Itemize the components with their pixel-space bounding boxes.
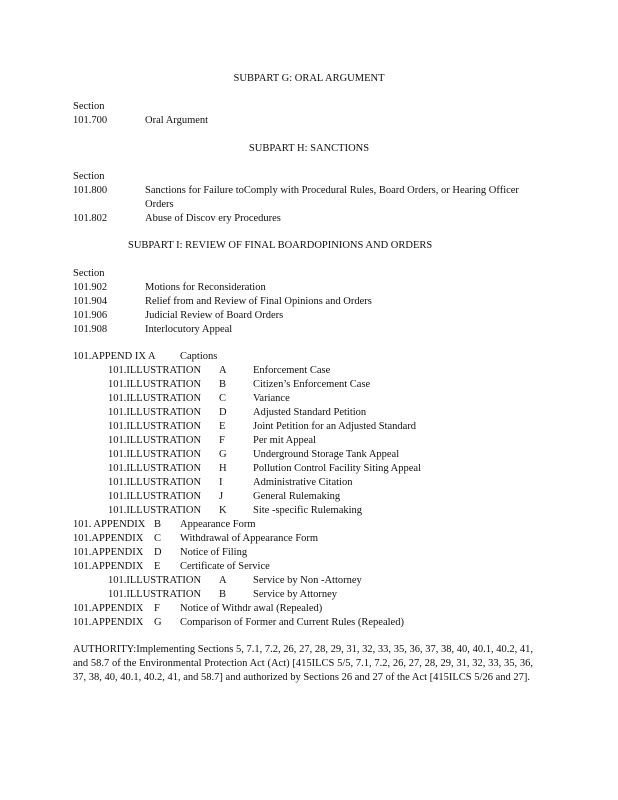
illustration-label: 101.ILLUSTRATION [108,365,202,376]
illustration-title: Service by Attorney [253,589,337,600]
illustration-letter: G [219,449,227,460]
appendix-letter: D [154,547,162,558]
section-number: 101.908 [73,324,108,335]
illustration-letter: K [219,505,227,516]
section-title: Oral Argument [145,115,209,126]
appendix-title: Withdrawal of Appearance Form [180,533,319,544]
illustration-letter: E [219,421,226,432]
illustration-letter: B [219,379,227,390]
illustration-label: 101.ILLUSTRATION [108,421,202,432]
section-title: Judicial Review of Board Orders [145,310,284,321]
appendix-label: 101.APPENDIX [73,617,144,628]
illustration-label: 101.ILLUSTRATION [108,491,202,502]
appendix-letter: F [154,603,160,614]
illustration-title: Variance [253,393,290,404]
appendix-title: Certificate of Service [180,561,270,572]
section-number: 101.802 [73,213,108,224]
appendix-letter: E [154,561,161,572]
illustration-title: Underground Storage Tank Appeal [253,449,400,460]
illustration-label: 101.ILLUSTRATION [108,379,202,390]
appendix-title: Appearance Form [180,519,256,530]
appendix-label: 101.APPENDIX [73,603,144,614]
illustration-letter: C [219,393,227,404]
subpart-i-heading: SUBPART I: REVIEW OF FINAL BOARDOPINIONS AND ORDERS [128,240,433,251]
section-title: Interlocutory Appeal [145,324,233,335]
section-label: Section [73,268,105,279]
illustration-label: 101.ILLUSTRATION [108,463,202,474]
appendix-label: 101.APPENDIX [73,561,144,572]
illustration-label: 101.ILLUSTRATION [108,575,202,586]
section-number: 101.700 [73,115,108,126]
illustration-title: Citizen’s Enforcement Case [253,379,371,390]
appendix-label: 101. APPENDIX [73,519,146,530]
illustration-label: 101.ILLUSTRATION [108,435,202,446]
section-title: Relief from and Review of Final Opinions and Orders [145,296,372,307]
appendix-letter: C [154,533,162,544]
illustration-label: 101.ILLUSTRATION [108,505,202,516]
illustration-title: Administrative Citation [253,477,353,488]
authority-note: AUTHORITY:Implementing Sections 5, 7.1, 7.2, 26, 27, 28, 29, 31, 32, 33, 35, 36, 37, 38, 40, 40.1, 40.2, 41, and 58.7 of the Environmental Protection Act (Act) [415ILCS 5/5, 7.1, 7.2, 26, 27, 28, 29, 31, 32, 33, 35, 36, 37, 38, 40, 40.1, 40.2, 41, and 58.7] and authorized by Sections 26 and 27 of the Act [415ILCS 5/26 and 27]. [73,644,533,683]
appendix-label: 101.APPENDIX [73,533,144,544]
section-title: Motions for Reconsideration [145,282,266,293]
illustration-letter: A [219,365,227,376]
appendix-letter: G [154,617,162,628]
illustration-title: Adjusted Standard Petition [253,407,367,418]
section-label: Section [73,171,105,182]
section-number: 101.906 [73,310,108,321]
illustration-label: 101.ILLUSTRATION [108,589,202,600]
illustration-letter: I [219,477,223,488]
illustration-title: Service by Non -Attorney [253,575,362,586]
illustration-letter: D [219,407,227,418]
appendix-title: Captions [180,351,218,362]
illustration-letter: F [219,435,225,446]
appendix-label: 101.APPEND IX A [73,351,156,362]
illustration-letter: J [219,491,224,502]
illustration-label: 101.ILLUSTRATION [108,449,202,460]
section-label: Section [73,101,105,112]
illustration-letter: H [219,463,227,474]
illustration-title: Joint Petition for an Adjusted Standard [253,421,417,432]
illustration-label: 101.ILLUSTRATION [108,477,202,488]
subpart-g-heading: SUBPART G: ORAL ARGUMENT [233,73,385,84]
illustration-title: Enforcement Case [253,365,331,376]
illustration-letter: B [219,589,227,600]
section-number: 101.904 [73,296,108,307]
appendix-title: Comparison of Former and Current Rules (Repealed) [180,617,404,628]
section-number: 101.800 [73,185,108,196]
appendix-title: Notice of Withdr awal (Repealed) [180,603,323,614]
illustration-letter: A [219,575,227,586]
illustration-title: General Rulemaking [253,491,341,502]
section-title: Abuse of Discov ery Procedures [145,213,281,224]
section-number: 101.902 [73,282,108,293]
illustration-title: Pollution Control Facility Siting Appeal [253,463,422,474]
section-title: Sanctions for Failure toComply with Procedural Rules, Board Orders, or Hearing Officer Orders [145,185,519,210]
appendix-label: 101.APPENDIX [73,547,144,558]
illustration-title: Site -specific Rulemaking [253,505,363,516]
illustration-label: 101.ILLUSTRATION [108,393,202,404]
illustration-label: 101.ILLUSTRATION [108,407,202,418]
appendix-letter: B [154,519,162,530]
subpart-h-heading: SUBPART H: SANCTIONS [248,143,370,154]
illustration-title: Per mit Appeal [253,435,316,446]
appendix-title: Notice of Filing [180,547,248,558]
